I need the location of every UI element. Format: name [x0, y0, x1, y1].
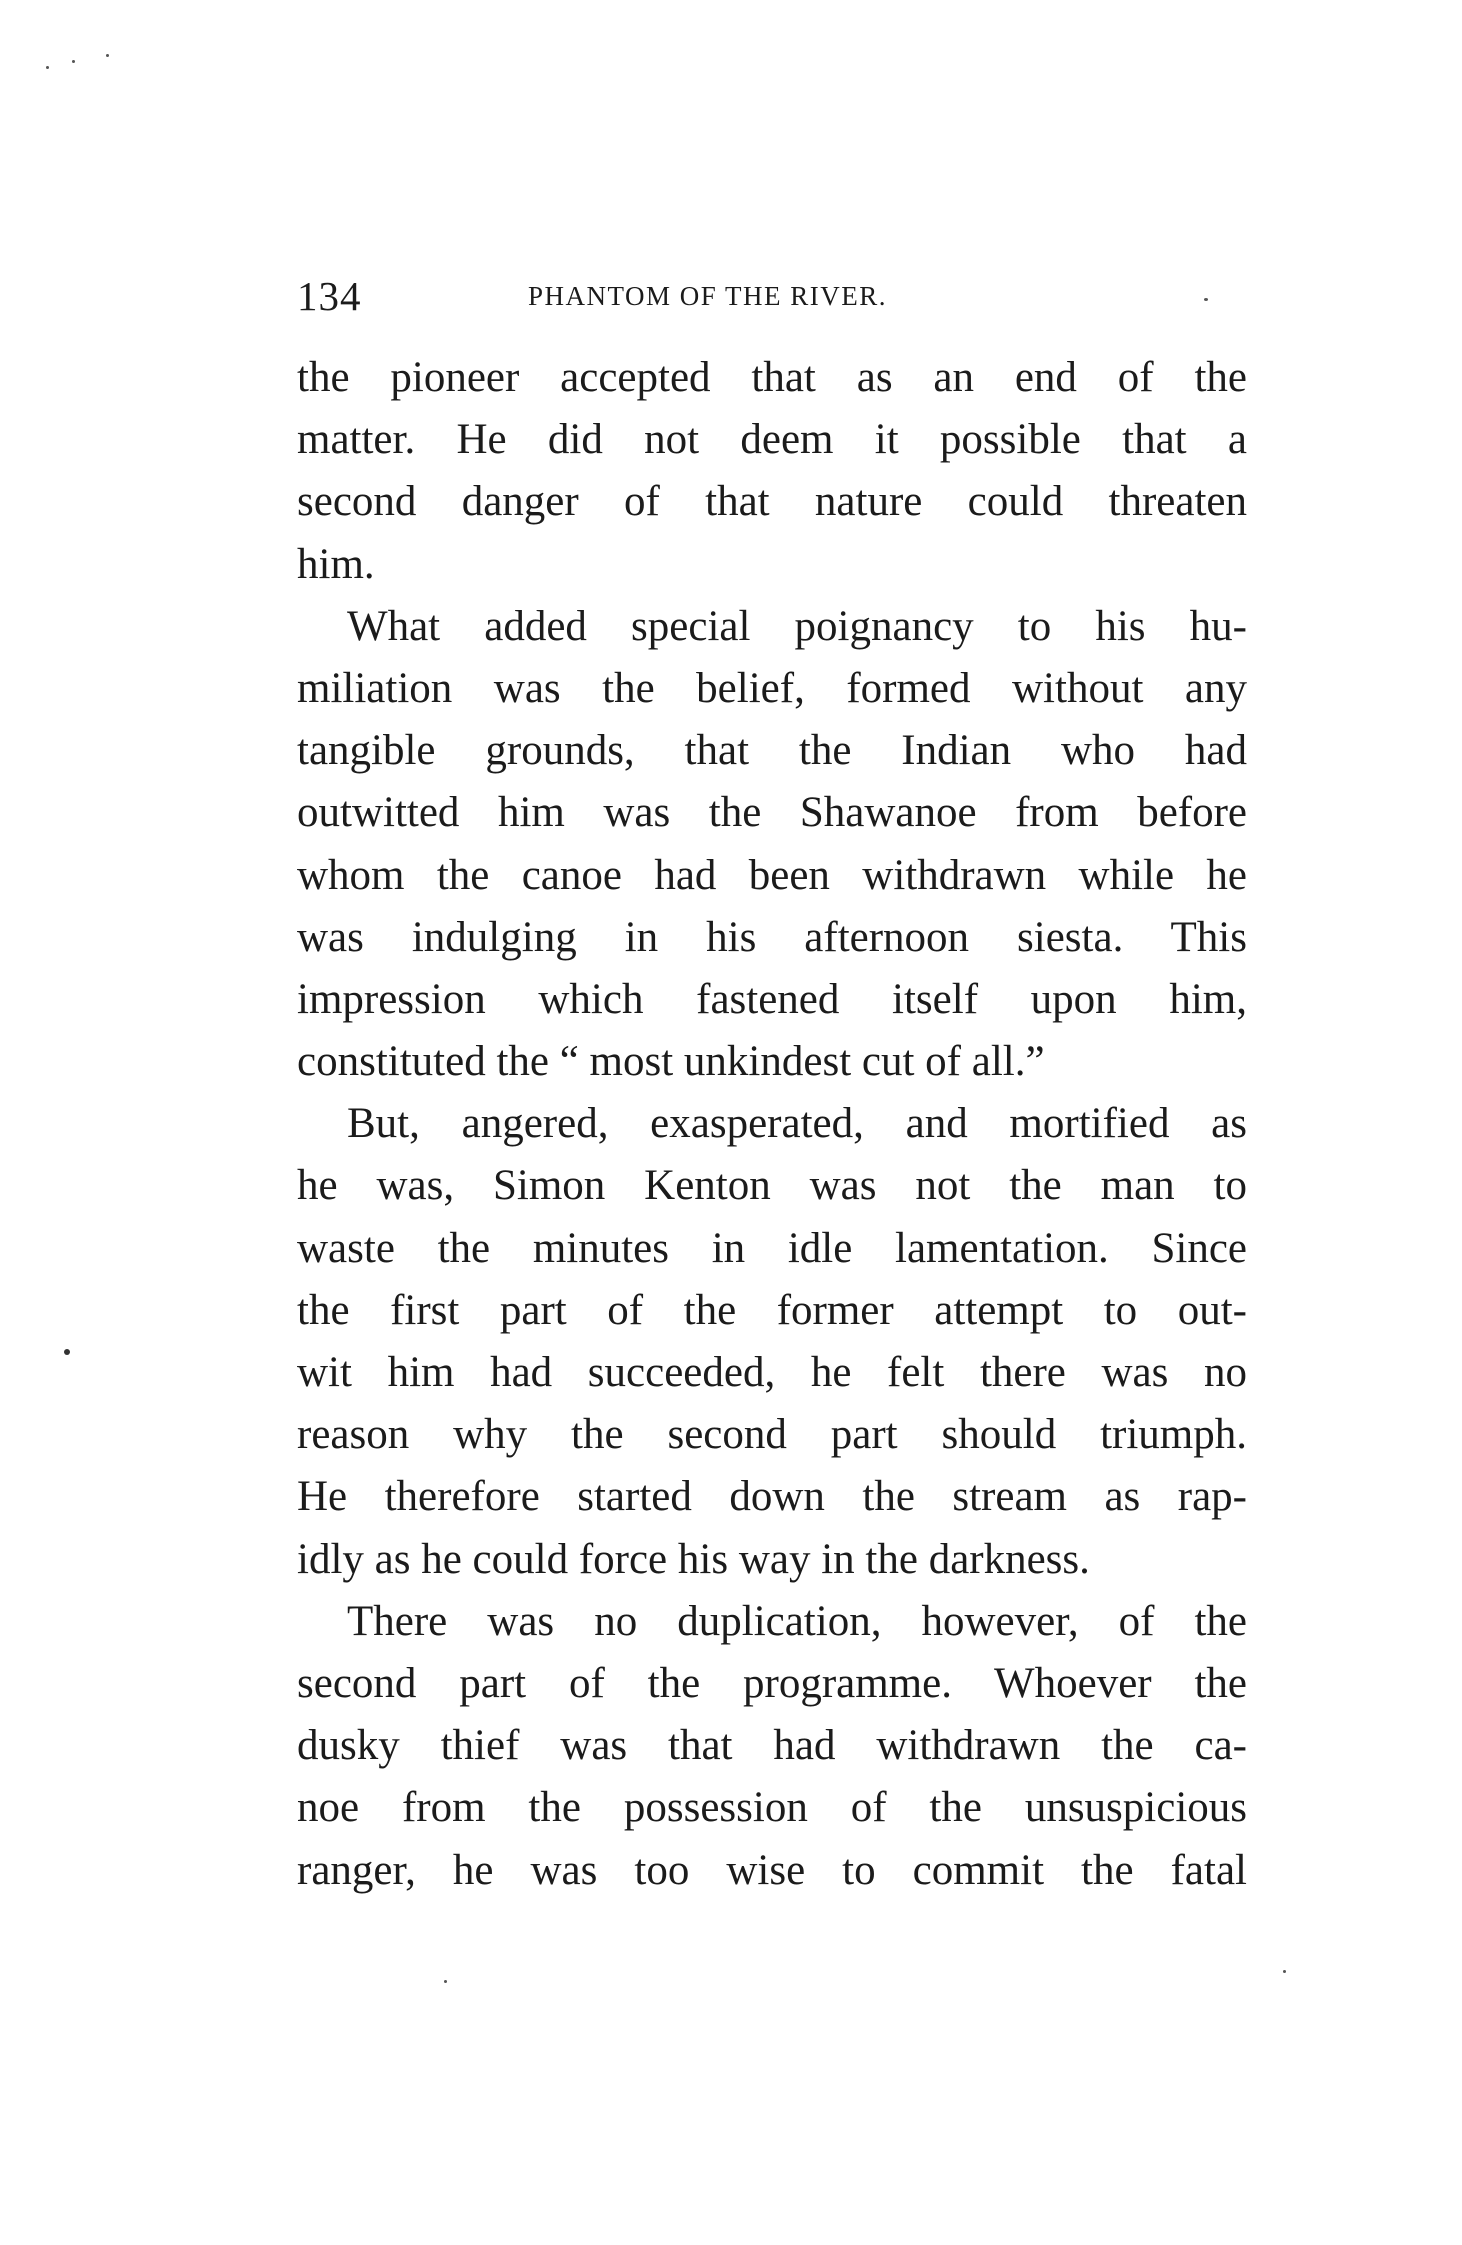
scan-speck	[106, 54, 109, 57]
body-text	[297, 347, 1247, 1902]
text-line: But, angered, exasperated, and mortified as	[347, 1100, 1247, 1148]
text-line: whom the canoe had been withdrawn while he	[297, 851, 1247, 899]
text-line: second part of the programme. Whoever the	[297, 1659, 1247, 1707]
text-line: the pioneer accepted that as an end of the	[297, 354, 1247, 401]
scan-speck	[1283, 1970, 1286, 1973]
text-line: dusky thief was that had withdrawn the ca-	[297, 1722, 1247, 1770]
text-line: What added special poignancy to his hu-	[347, 602, 1247, 650]
text-line: There was no duplication, however, of the	[347, 1597, 1247, 1645]
text-line: waste the minutes in idle lamentation. Since	[297, 1224, 1247, 1272]
text-line: was indulging in his afternoon siesta. This	[297, 913, 1247, 961]
scan-speck	[444, 1980, 447, 1983]
running-title: PHANTOM OF THE RIVER.	[528, 281, 888, 311]
text-line: matter. He did not deem it possible that a	[297, 416, 1247, 464]
page-number: 134	[297, 273, 362, 319]
scan-speck	[1204, 298, 1208, 301]
scan-speck	[46, 66, 49, 69]
text-line: idly as he could force his way in the darkness.	[297, 1535, 1090, 1583]
text-line: ranger, he was too wise to commit the fatal	[297, 1846, 1247, 1894]
text-line: noe from the possession of the unsuspicious	[297, 1784, 1247, 1832]
text-line: constituted the “ most unkindest cut of all.”	[297, 1038, 1045, 1086]
scan-speck	[64, 1349, 70, 1355]
page-header	[297, 272, 1247, 332]
scan-speck	[72, 60, 75, 63]
text-line: him.	[297, 540, 375, 588]
text-line: outwitted him was the Shawanoe from before	[297, 789, 1247, 837]
text-line: He therefore started down the stream as rap-	[297, 1473, 1247, 1521]
text-line: impression which fastened itself upon him,	[297, 975, 1247, 1023]
text-line: he was, Simon Kenton was not the man to	[297, 1162, 1247, 1210]
text-line: reason why the second part should triumph.	[297, 1411, 1247, 1459]
text-line: second danger of that nature could threaten	[297, 478, 1247, 526]
text-line: tangible grounds, that the Indian who had	[297, 727, 1247, 775]
text-line: the first part of the former attempt to out-	[297, 1286, 1247, 1334]
text-line: miliation was the belief, formed without any	[297, 664, 1247, 712]
text-line: wit him had succeeded, he felt there was no	[297, 1349, 1247, 1396]
